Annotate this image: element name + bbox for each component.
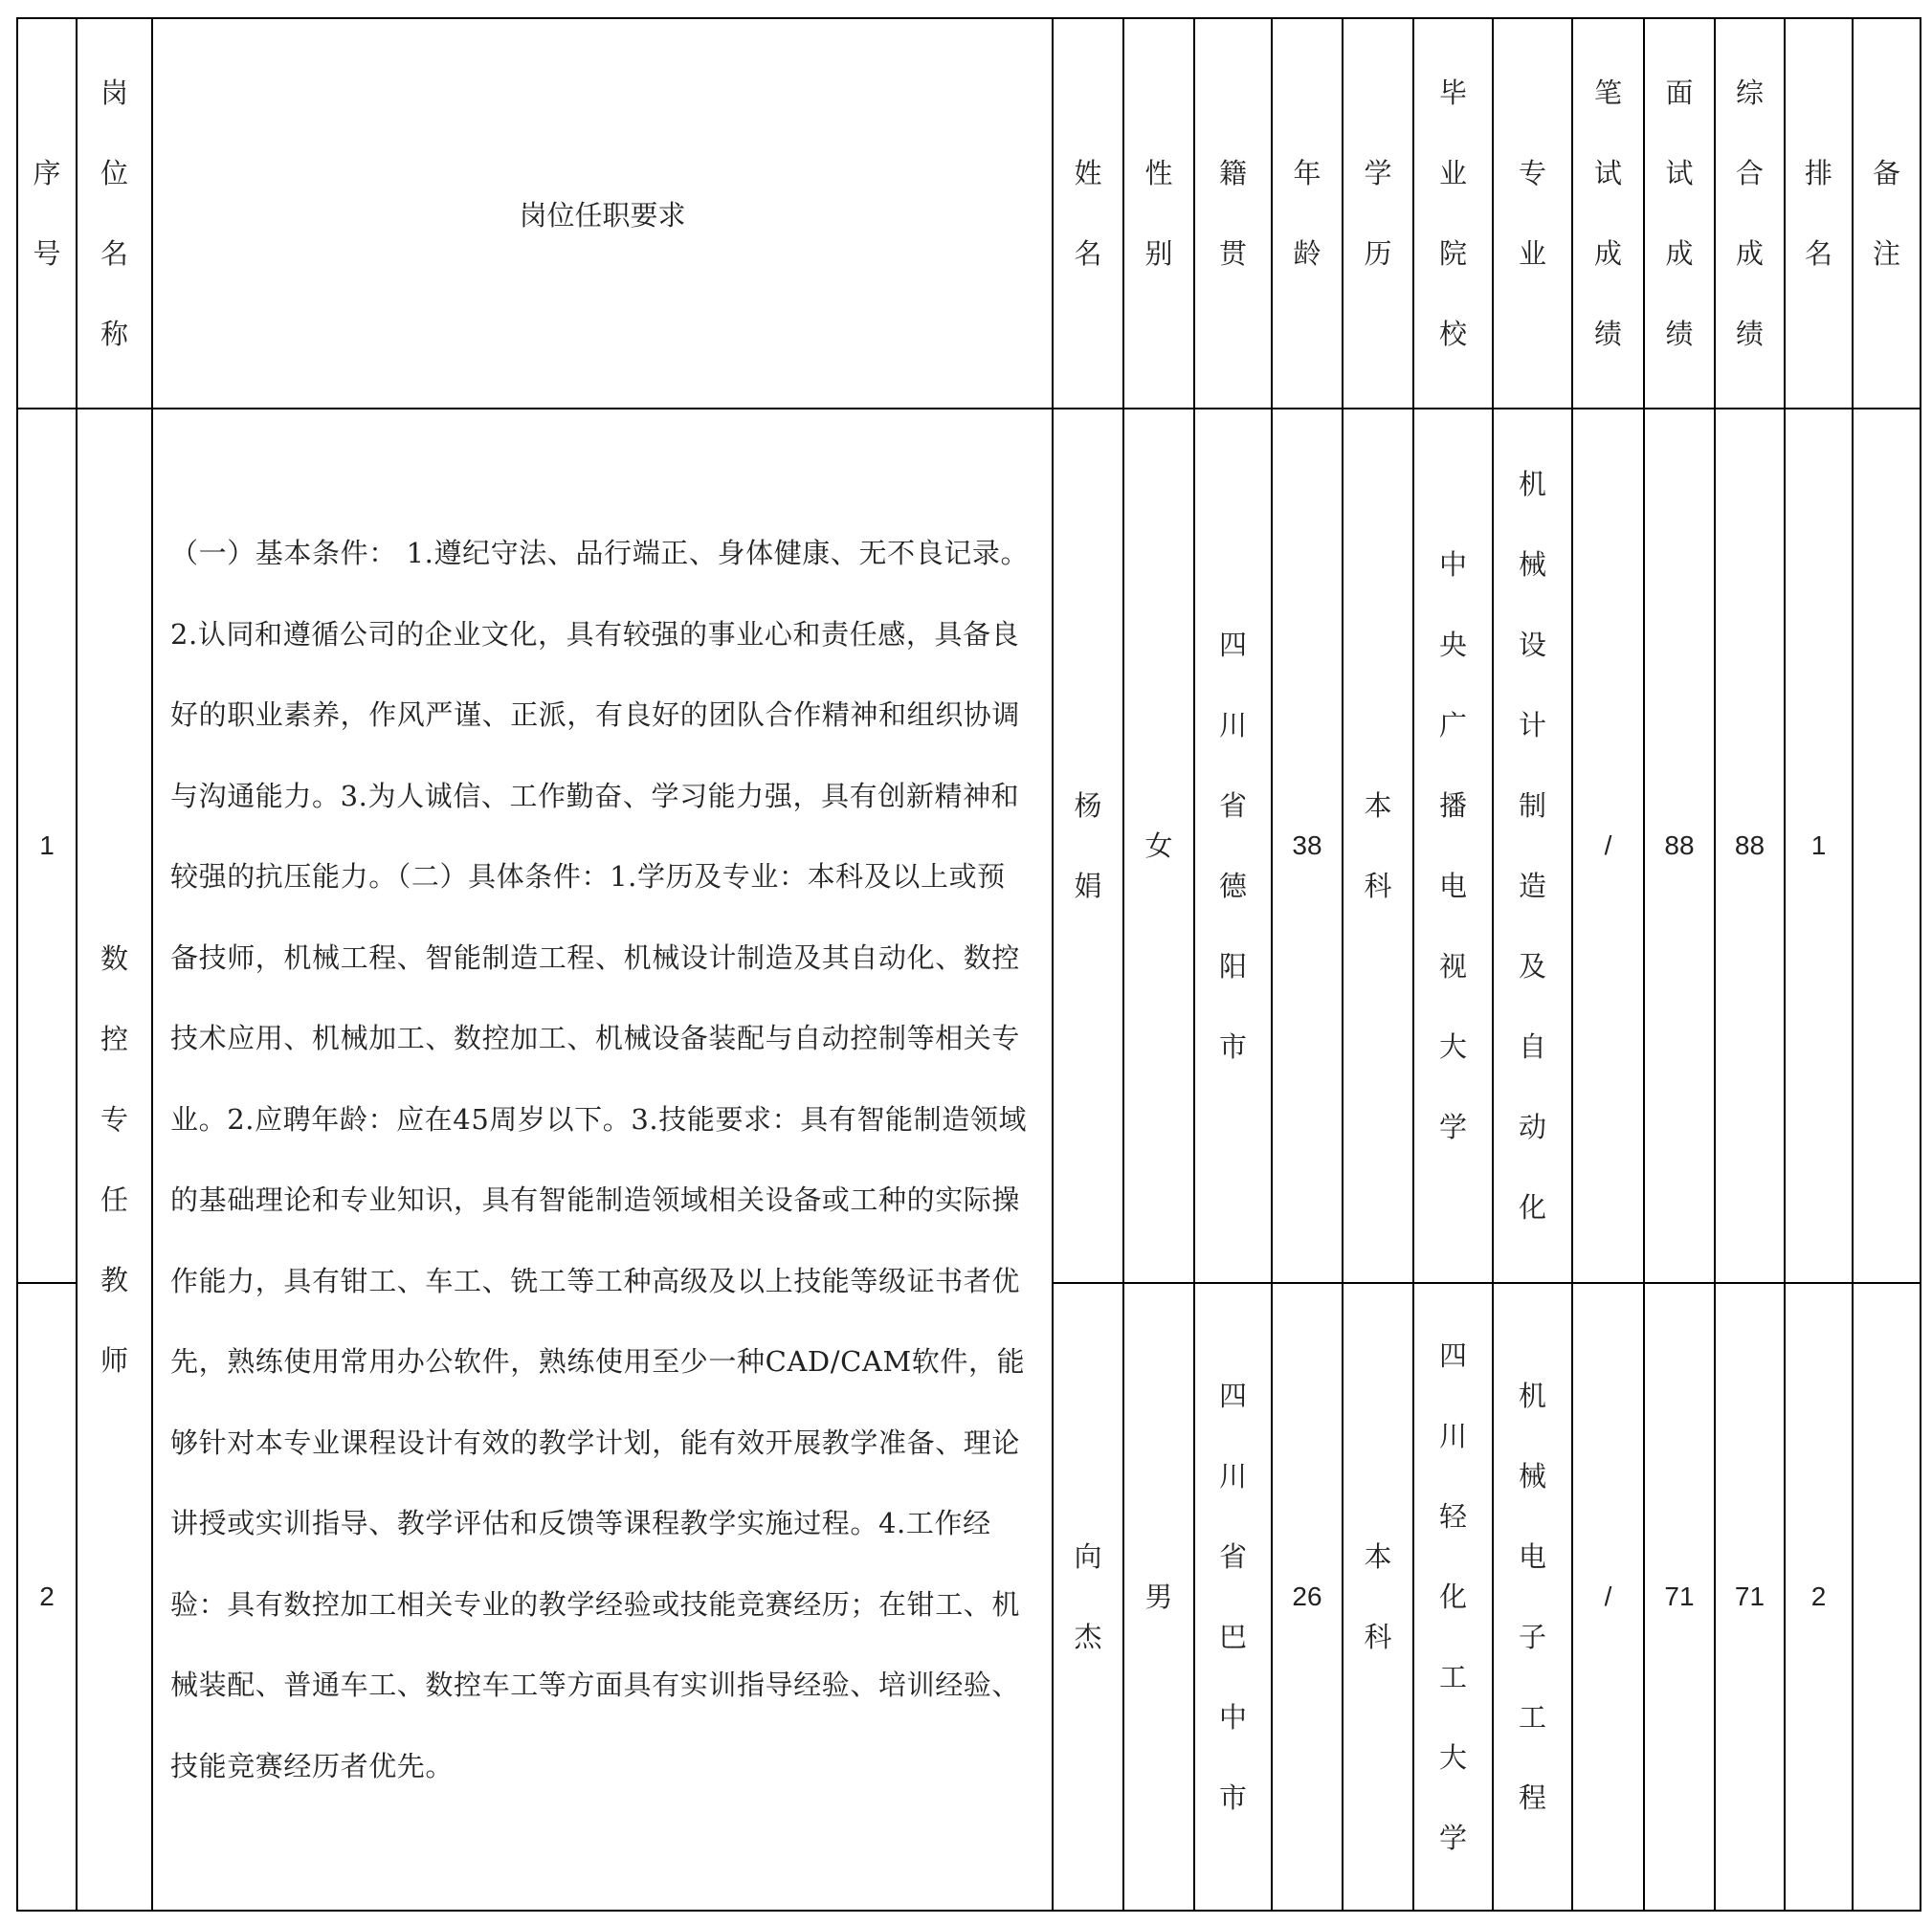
header-total: 综合成绩	[1715, 18, 1785, 409]
header-education: 学历	[1343, 18, 1413, 409]
header-position: 岗位名称	[77, 18, 152, 409]
rank-cell: 1	[1785, 409, 1853, 1283]
gender-cell: 女	[1123, 409, 1194, 1283]
header-rank: 排名	[1785, 18, 1853, 409]
header-requirements: 岗位任职要求	[152, 18, 1053, 409]
header-row	[17, 18, 1921, 409]
table-row	[17, 409, 1921, 1283]
requirements-cell: （一）基本条件： 1.遵纪守法、品行端正、身体健康、无不良记录。2.认同和遵循公司的企业文化，具有较强的事业心和责任感，具备良好的职业素养，作风严谨、正派，有良好的团队合作精神和组织协调与沟通能力。3.为人诚信、工作勤奋、学习能力强，具有创新精神和较强的抗压能力。（二）具体条件：1.学历及专业：本科及以上或预备技师，机械工程、智能制造工程、机械设计制造及其自动化、数控技术应用、机械加工、数控加工、机械设备装配与自动控制等相关专业。2.应聘年龄：应在45周岁以下。3.技能要求：具有智能制造领域的基础理论和专业知识，具有智能制造领域相关设备或工种的实际操作能力，具有钳工、车工、铣工等工种高级及以上技能等级证书者优先，熟练使用常用办公软件，熟练使用至少一种CAD/CAM软件，能够针对本专业课程设计有效的教学计划，能有效开展教学准备、理论讲授或实训指导、教学评估和反馈等课程教学实施过程。4.工作经验：具有数控加工相关专业的教学经验或技能竞赛经历；在钳工、机械装配、普通车工、数控车工等方面具有实训指导经验、培训经验、技能竞赛经历者优先。	[152, 409, 1053, 1911]
origin-cell: 四川省巴中市	[1194, 1283, 1272, 1911]
header-interview: 面试成绩	[1644, 18, 1715, 409]
total-score-cell: 71	[1715, 1283, 1785, 1911]
candidate-table	[16, 17, 1921, 1912]
interview-score-cell: 71	[1644, 1283, 1715, 1911]
position-name-cell: 数控专任教师	[77, 409, 152, 1911]
header-name: 姓名	[1053, 18, 1123, 409]
age-cell: 26	[1272, 1283, 1343, 1911]
header-seq: 序号	[17, 18, 77, 409]
education-cell: 本科	[1343, 409, 1413, 1283]
header-remarks: 备注	[1853, 18, 1921, 409]
seq-cell: 1	[17, 409, 77, 1283]
written-score-cell: /	[1572, 409, 1644, 1283]
rank-cell: 2	[1785, 1283, 1853, 1911]
education-cell: 本科	[1343, 1283, 1413, 1911]
header-school: 毕业院校	[1413, 18, 1493, 409]
header-origin: 籍贯	[1194, 18, 1272, 409]
gender-cell: 男	[1123, 1283, 1194, 1911]
remarks-cell	[1853, 409, 1921, 1283]
header-written: 笔试成绩	[1572, 18, 1644, 409]
header-age: 年龄	[1272, 18, 1343, 409]
name-cell: 杨娟	[1053, 409, 1123, 1283]
total-score-cell: 88	[1715, 409, 1785, 1283]
major-cell: 机械电子工程	[1493, 1283, 1572, 1911]
interview-score-cell: 88	[1644, 409, 1715, 1283]
age-cell: 38	[1272, 409, 1343, 1283]
name-cell: 向杰	[1053, 1283, 1123, 1911]
major-cell: 机械设计制造及自动化	[1493, 409, 1572, 1283]
seq-cell: 2	[17, 1283, 77, 1911]
header-gender: 性别	[1123, 18, 1194, 409]
written-score-cell: /	[1572, 1283, 1644, 1911]
origin-cell: 四川省德阳市	[1194, 409, 1272, 1283]
school-cell: 中央广播电视大学	[1413, 409, 1493, 1283]
header-major: 专业	[1493, 18, 1572, 409]
remarks-cell	[1853, 1283, 1921, 1911]
school-cell: 四川轻化工大学	[1413, 1283, 1493, 1911]
